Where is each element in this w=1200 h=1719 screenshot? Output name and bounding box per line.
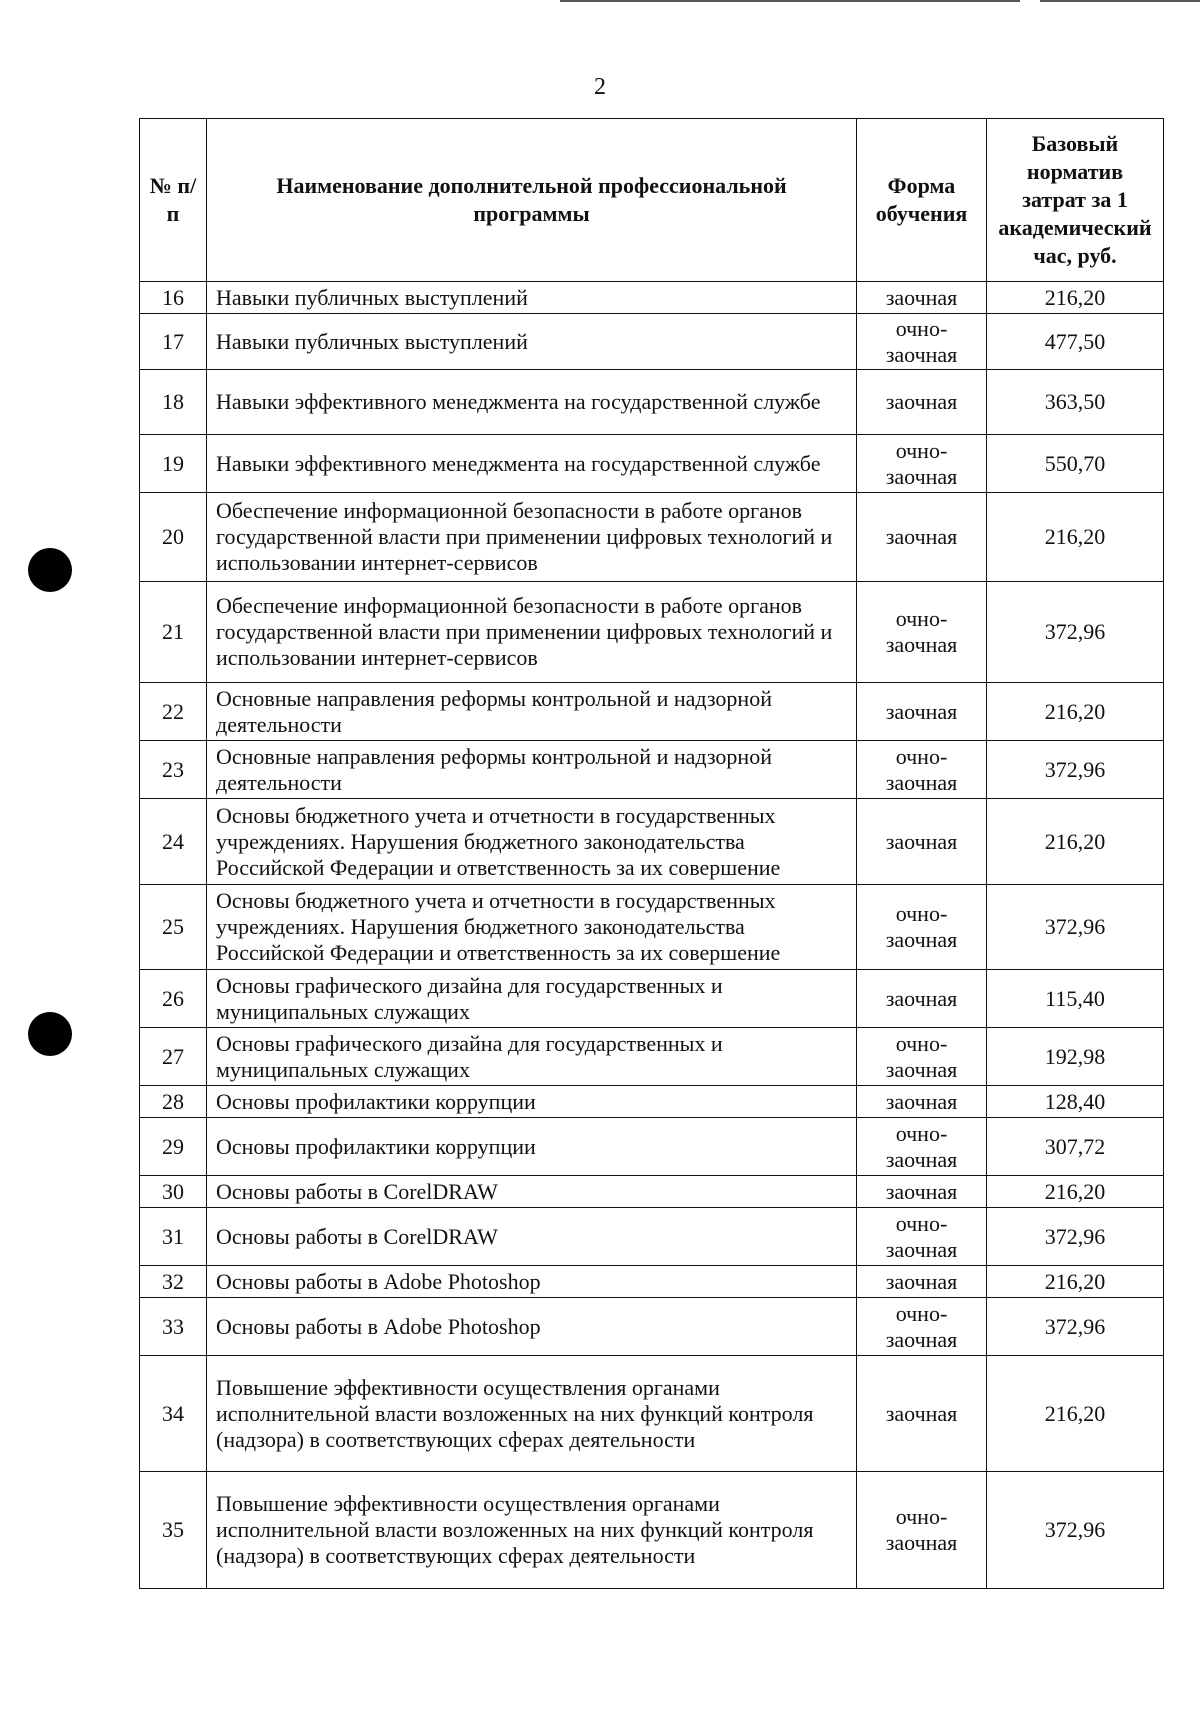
table-header-row <box>140 119 1164 282</box>
programs-table <box>139 118 1164 1589</box>
table-row <box>140 1086 1164 1118</box>
table-row <box>140 582 1164 683</box>
row-program-name: Основы работы в Adobe Photoshop <box>207 1298 857 1356</box>
scan-artifact-line <box>560 0 1020 2</box>
row-num: 16 <box>140 282 207 314</box>
table-row <box>140 1176 1164 1208</box>
row-num: 35 <box>140 1472 207 1589</box>
row-num: 25 <box>140 885 207 970</box>
row-study-form: очно-заочная <box>857 435 987 493</box>
row-num: 34 <box>140 1356 207 1472</box>
row-cost: 372,96 <box>987 582 1164 683</box>
row-study-form: очно-заочная <box>857 1208 987 1266</box>
row-program-name: Основы работы в Adobe Photoshop <box>207 1266 857 1298</box>
scan-artifact-line <box>1040 0 1200 2</box>
row-study-form: очно-заочная <box>857 1298 987 1356</box>
row-cost: 128,40 <box>987 1086 1164 1118</box>
row-num: 24 <box>140 799 207 885</box>
row-cost: 307,72 <box>987 1118 1164 1176</box>
row-study-form: заочная <box>857 282 987 314</box>
row-study-form: заочная <box>857 970 987 1028</box>
row-num: 18 <box>140 370 207 435</box>
table-row <box>140 1208 1164 1266</box>
row-program-name: Основы бюджетного учета и отчетности в государственных учреждениях. Нарушения бюджетного законодательства Российской Федерации и ответственность за их совершение <box>207 885 857 970</box>
row-program-name: Основы бюджетного учета и отчетности в государственных учреждениях. Нарушения бюджетного законодательства Российской Федерации и ответственность за их совершение <box>207 799 857 885</box>
row-program-name: Основные направления реформы контрольной и надзорной деятельности <box>207 683 857 741</box>
row-cost: 363,50 <box>987 370 1164 435</box>
row-program-name: Обеспечение информационной безопасности в работе органов государственной власти при применении цифровых технологий и использовании интернет-сервисов <box>207 582 857 683</box>
row-study-form: очно-заочная <box>857 1472 987 1589</box>
row-num: 33 <box>140 1298 207 1356</box>
row-cost: 550,70 <box>987 435 1164 493</box>
header-program-name: Наименование дополнительной профессиональной программы <box>207 119 857 282</box>
row-num: 19 <box>140 435 207 493</box>
table-row <box>140 314 1164 370</box>
row-program-name: Основы работы в CorelDRAW <box>207 1208 857 1266</box>
row-study-form: очно-заочная <box>857 314 987 370</box>
row-num: 17 <box>140 314 207 370</box>
header-num: № п/п <box>140 119 207 282</box>
row-cost: 216,20 <box>987 282 1164 314</box>
row-cost: 216,20 <box>987 493 1164 582</box>
row-num: 26 <box>140 970 207 1028</box>
table-row <box>140 282 1164 314</box>
row-study-form: заочная <box>857 1086 987 1118</box>
row-num: 30 <box>140 1176 207 1208</box>
row-cost: 372,96 <box>987 1298 1164 1356</box>
row-program-name: Обеспечение информационной безопасности в работе органов государственной власти при применении цифровых технологий и использовании интернет-сервисов <box>207 493 857 582</box>
row-cost: 216,20 <box>987 799 1164 885</box>
row-cost: 372,96 <box>987 741 1164 799</box>
punch-hole <box>28 548 72 592</box>
row-cost: 216,20 <box>987 1266 1164 1298</box>
row-num: 27 <box>140 1028 207 1086</box>
row-study-form: очно-заочная <box>857 1118 987 1176</box>
row-num: 21 <box>140 582 207 683</box>
table-row <box>140 885 1164 970</box>
row-program-name: Основы профилактики коррупции <box>207 1086 857 1118</box>
row-program-name: Навыки эффективного менеджмента на государственной службе <box>207 370 857 435</box>
header-cost: Базовый норматив затрат за 1 академический час, руб. <box>987 119 1164 282</box>
row-program-name: Повышение эффективности осуществления органами исполнительной власти возложенных на них функций контроля (надзора) в соответствующих сферах деятельности <box>207 1356 857 1472</box>
row-program-name: Основы профилактики коррупции <box>207 1118 857 1176</box>
row-program-name: Навыки публичных выступлений <box>207 314 857 370</box>
table-row <box>140 741 1164 799</box>
table-row <box>140 1472 1164 1589</box>
row-study-form: заочная <box>857 1176 987 1208</box>
row-cost: 115,40 <box>987 970 1164 1028</box>
row-num: 20 <box>140 493 207 582</box>
table-row <box>140 1356 1164 1472</box>
row-cost: 372,96 <box>987 1472 1164 1589</box>
row-program-name: Основы графического дизайна для государственных и муниципальных служащих <box>207 970 857 1028</box>
row-cost: 216,20 <box>987 1176 1164 1208</box>
table-row <box>140 799 1164 885</box>
row-cost: 216,20 <box>987 683 1164 741</box>
table-row <box>140 1298 1164 1356</box>
row-cost: 477,50 <box>987 314 1164 370</box>
row-cost: 192,98 <box>987 1028 1164 1086</box>
row-study-form: заочная <box>857 1356 987 1472</box>
table-row <box>140 435 1164 493</box>
row-num: 32 <box>140 1266 207 1298</box>
row-cost: 372,96 <box>987 885 1164 970</box>
row-program-name: Навыки эффективного менеджмента на государственной службе <box>207 435 857 493</box>
row-study-form: заочная <box>857 370 987 435</box>
row-num: 28 <box>140 1086 207 1118</box>
table-row <box>140 1028 1164 1086</box>
row-cost: 372,96 <box>987 1208 1164 1266</box>
row-num: 23 <box>140 741 207 799</box>
table-row <box>140 1118 1164 1176</box>
row-num: 22 <box>140 683 207 741</box>
table-row <box>140 683 1164 741</box>
table-row <box>140 370 1164 435</box>
table-row <box>140 493 1164 582</box>
row-study-form: очно-заочная <box>857 582 987 683</box>
row-cost: 216,20 <box>987 1356 1164 1472</box>
row-program-name: Основы работы в CorelDRAW <box>207 1176 857 1208</box>
punch-hole <box>28 1012 72 1056</box>
row-program-name: Основы графического дизайна для государственных и муниципальных служащих <box>207 1028 857 1086</box>
row-study-form: очно-заочная <box>857 1028 987 1086</box>
row-study-form: заочная <box>857 1266 987 1298</box>
row-program-name: Навыки публичных выступлений <box>207 282 857 314</box>
row-study-form: заочная <box>857 799 987 885</box>
row-study-form: заочная <box>857 683 987 741</box>
table-row <box>140 970 1164 1028</box>
row-program-name: Основные направления реформы контрольной и надзорной деятельности <box>207 741 857 799</box>
header-study-form: Форма обучения <box>857 119 987 282</box>
table-row <box>140 1266 1164 1298</box>
row-study-form: очно-заочная <box>857 741 987 799</box>
page-number: 2 <box>594 74 606 100</box>
row-num: 31 <box>140 1208 207 1266</box>
row-program-name: Повышение эффективности осуществления органами исполнительной власти возложенных на них функций контроля (надзора) в соответствующих сферах деятельности <box>207 1472 857 1589</box>
row-num: 29 <box>140 1118 207 1176</box>
row-study-form: очно-заочная <box>857 885 987 970</box>
row-study-form: заочная <box>857 493 987 582</box>
